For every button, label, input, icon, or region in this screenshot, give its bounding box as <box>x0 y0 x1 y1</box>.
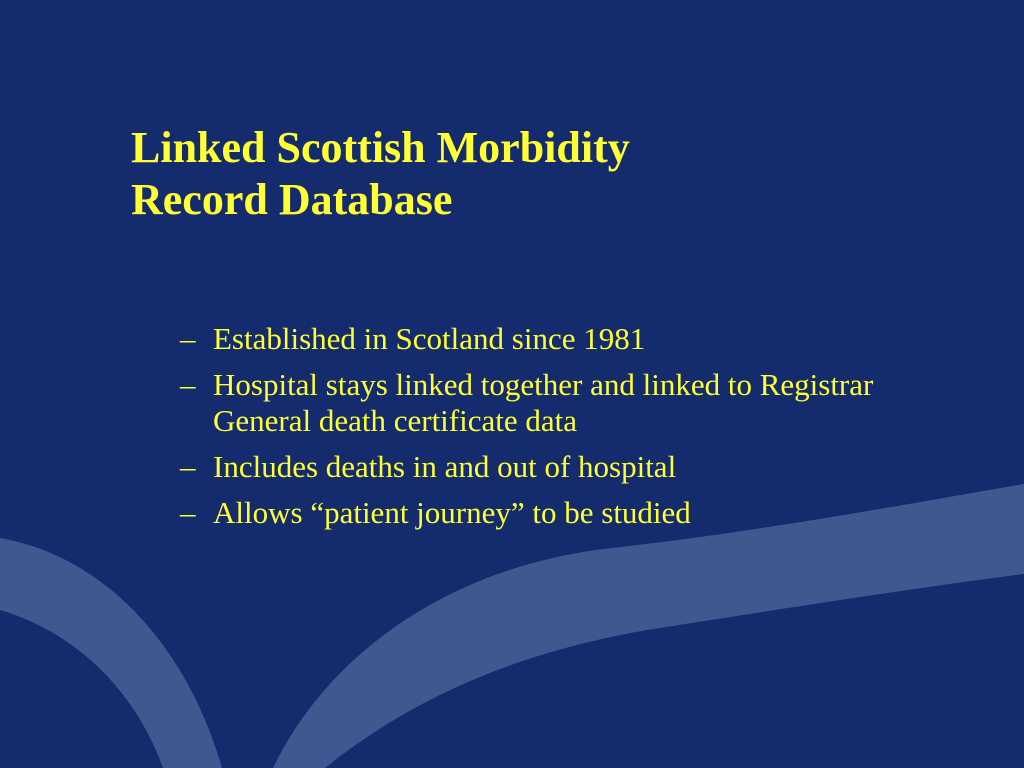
left-curve-band <box>0 538 222 768</box>
title-line: Record Database <box>131 175 453 224</box>
bullet-item <box>180 495 900 531</box>
bullet-item <box>180 449 900 485</box>
bullet-list <box>180 321 900 541</box>
title-line: Linked Scottish Morbidity <box>131 123 630 172</box>
bullet-item <box>180 367 900 439</box>
bullet-text: Allows “patient journey” to be studied <box>213 495 691 530</box>
bullet-text: Established in Scotland since 1981 <box>213 321 646 356</box>
bullet-item <box>180 321 900 357</box>
dash-marker: – <box>180 321 196 356</box>
slide-title <box>131 122 831 226</box>
dash-marker: – <box>180 495 196 530</box>
dash-marker: – <box>180 449 196 484</box>
dash-marker: – <box>180 367 196 402</box>
bullet-text: Includes deaths in and out of hospital <box>213 449 677 484</box>
bullet-text: Hospital stays linked together and linked to Registrar General death certificate data <box>213 367 874 438</box>
